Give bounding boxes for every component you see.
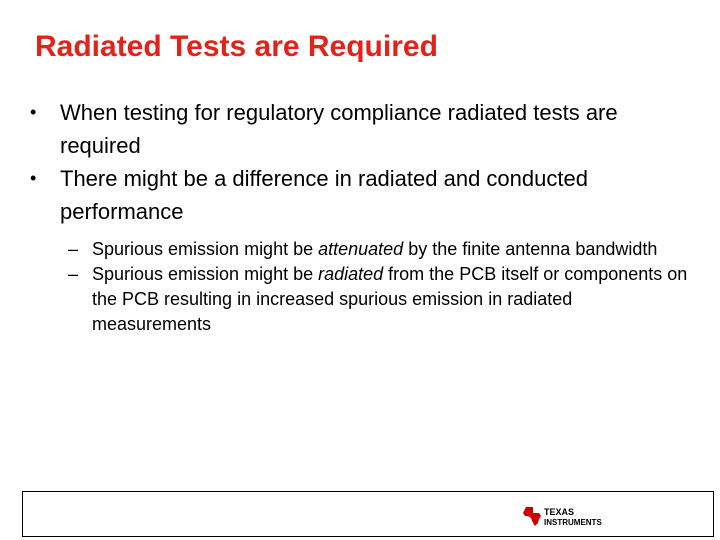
bullet-list: [30, 96, 690, 337]
slide-title: Radiated Tests are Required: [35, 30, 438, 63]
logo-text-line2: INSTRUMENTS: [544, 518, 602, 527]
sub-bullet-emphasis: radiated: [318, 264, 384, 284]
bullet-marker: •: [30, 168, 37, 188]
sub-bullet-marker: –: [68, 264, 79, 284]
sub-bullet-marker: –: [68, 239, 79, 259]
texas-instruments-logo: [520, 503, 620, 529]
bullet-marker: •: [30, 102, 37, 122]
sub-bullet-item: [30, 237, 690, 262]
bullet-item: [30, 162, 690, 228]
sub-bullet-text-pre: Spurious emission might be: [92, 264, 319, 284]
sub-bullet-text-post: from the PCB itself or components on the PCB resulting in increased spurious emission in radiated measurements: [92, 264, 688, 334]
bullet-text: There might be a difference in radiated and conducted performance: [60, 166, 588, 224]
sub-bullet-emphasis: attenuated: [318, 239, 404, 259]
sub-bullet-text-post: by the finite antenna bandwidth: [403, 239, 658, 259]
texas-state-icon: [523, 507, 541, 526]
sub-bullet-text-pre: Spurious emission might be: [92, 239, 319, 259]
sub-bullet-item: [30, 262, 690, 337]
bullet-item: [30, 96, 690, 162]
bullet-text: When testing for regulatory compliance radiated tests are required: [60, 100, 618, 158]
logo-text-line1: TEXAS: [544, 507, 575, 517]
